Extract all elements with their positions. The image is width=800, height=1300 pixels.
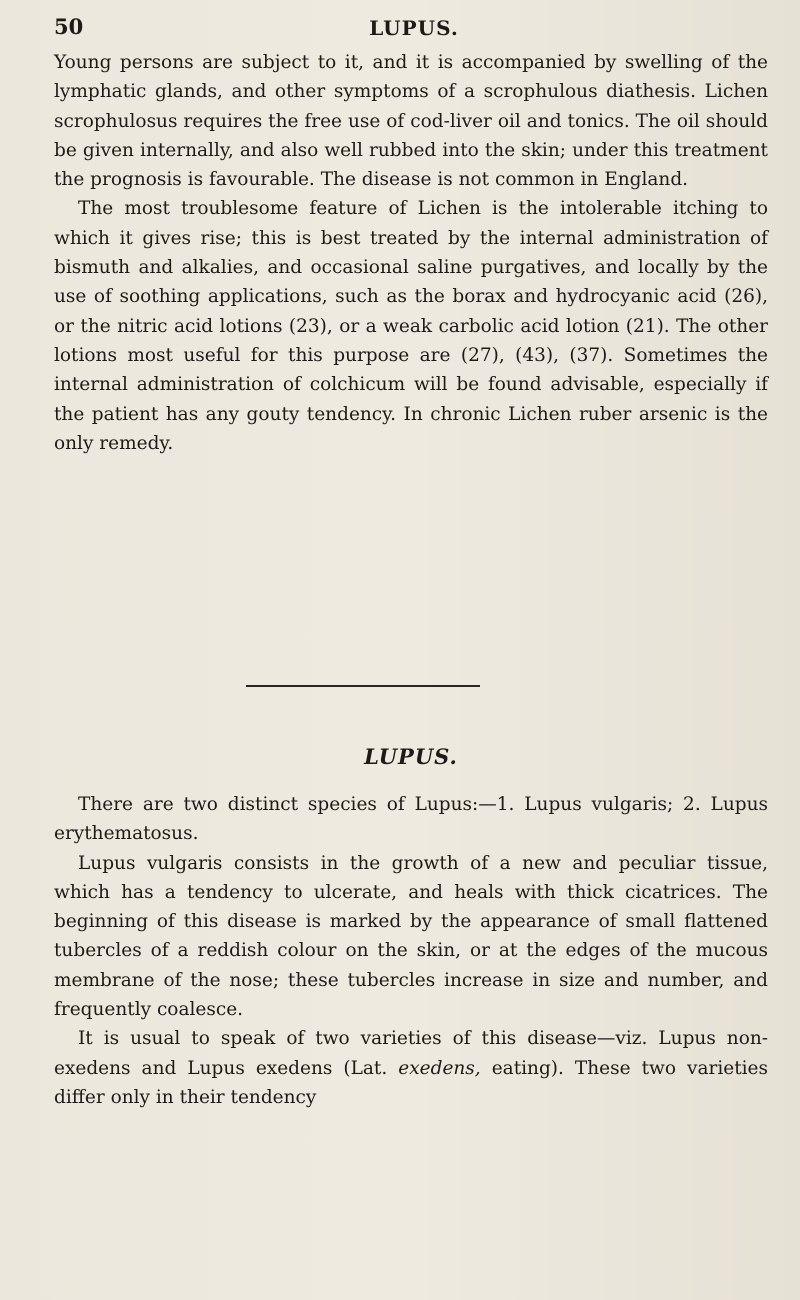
lupus-paragraph-3-end: eating). These two varieties differ only in their tendency bbox=[54, 1057, 768, 1108]
lupus-paragraph-3 bbox=[54, 1024, 768, 1112]
lichen-paragraph-2: The most troublesome feature of Lichen is the intolerable itching to which it gives rise; this is best treated by the internal administration of bismuth and alkalies, and occasional saline purgatives, and locally by the use of soothing applications, such as the borax and hydrocyanic acid (26), or the nitric acid lotions (23), or a weak carbolic acid lotion (21). The other lotions most useful for this purpose are (27), (43), (37). Sometimes the internal administration of colchicum will be found advisable, especially if the patient has any gouty tendency. In chronic Lichen ruber arsenic is the only remedy. bbox=[54, 198, 768, 454]
lupus-section bbox=[54, 790, 768, 1112]
section-divider bbox=[246, 685, 480, 687]
lupus-paragraph-3-start: It is usual to speak of two varieties of this disease—viz. Lupus non-exedens and Lupus exedens (Lat. bbox=[54, 1028, 768, 1079]
running-title: LUPUS. bbox=[369, 16, 459, 40]
lupus-paragraph-1: There are two distinct species of Lupus:—1. Lupus vulgaris; 2. Lupus erythematosus. bbox=[54, 794, 768, 845]
running-head bbox=[54, 14, 774, 42]
section-heading-lupus: LUPUS. bbox=[364, 744, 458, 769]
latin-term: exedens, bbox=[398, 1057, 481, 1079]
lichen-section bbox=[54, 48, 768, 458]
page-number: 50 bbox=[54, 14, 84, 39]
lupus-paragraph-2: Lupus vulgaris consists in the growth of a new and peculiar tissue, which has a tendency to ulcerate, and heals with thick cicatrices. The beginning of this disease is marked by the appearance of small flattened tubercles of a reddish colour on the skin, or at the edges of the mucous membrane of the nose; these tubercles increase in size and number, and frequently coalesce. bbox=[54, 852, 768, 1021]
lichen-paragraph-1: Young persons are subject to it, and it is accompanied by swelling of the lymphatic glands, and other symptoms of a scrophulous diathesis. Lichen scrophulosus requires the free use of cod-liver oil and tonics. The oil should be given internally, and also well rubbed into the skin; under this treatment the prognosis is favourable. The disease is not common in England. bbox=[54, 52, 768, 191]
